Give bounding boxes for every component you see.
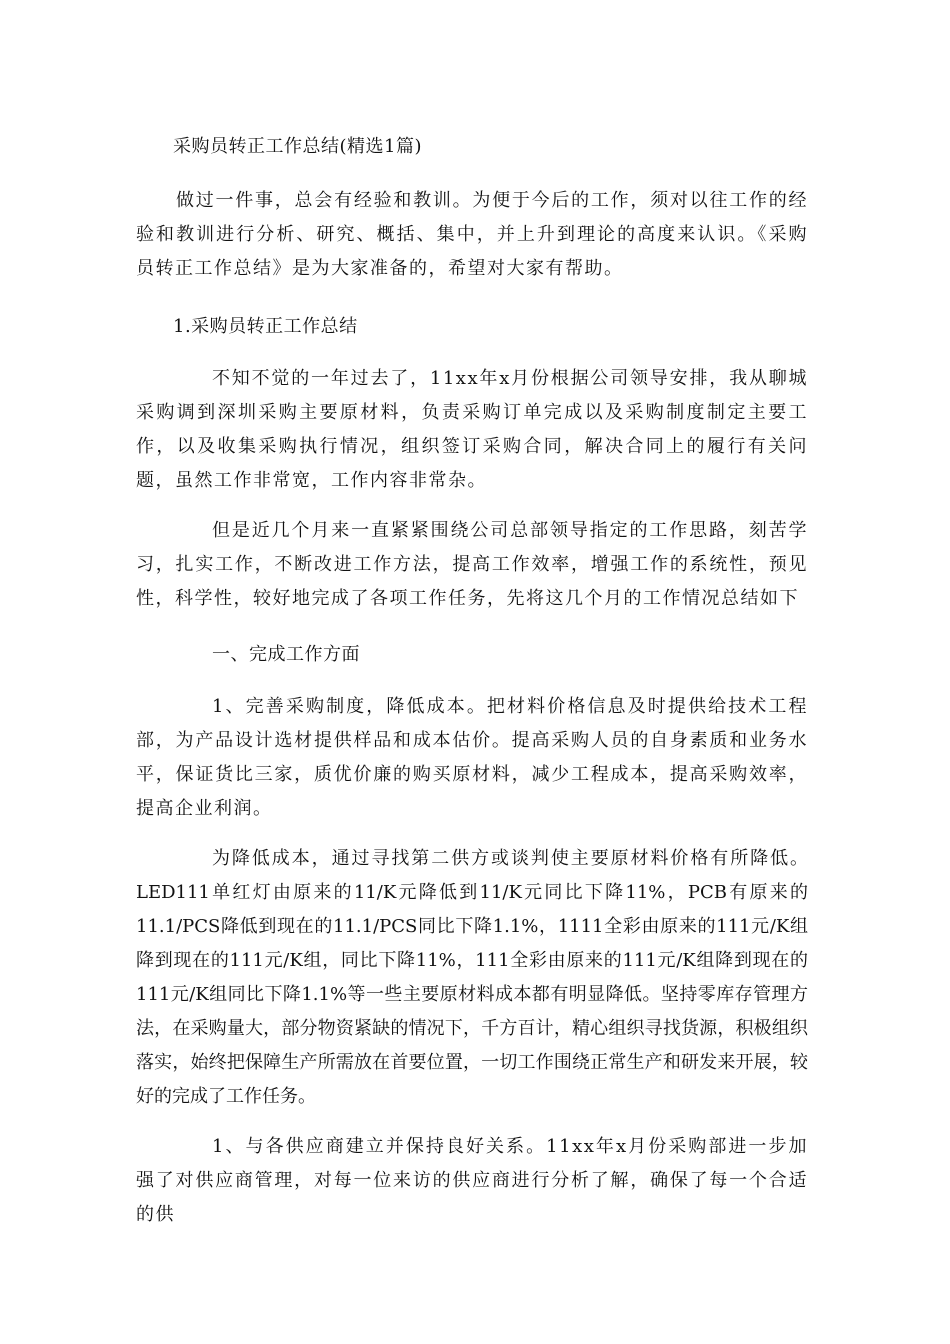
document-title: 采购员转正工作总结(精选1篇) xyxy=(173,136,422,157)
paragraph-4: 为降低成本，通过寻找第二供方或谈判使主要原材料价格有所降低。LED111单红灯由原来的11/K元降低到11/K元同比下降11%，PCB有原来的11.1/PCS降低到现在的11.1/PCS同比下降1.1%，1111全彩由原来的111元/K组降到现在的111元/K组，同比下降11%，111全彩由原来的111元/K组降到现在的111元/K组同比下降1.1%等一些主要原材料成本都有明显降低。坚持零库存管理方法，在采购量大，部分物资紧缺的情况下，千方百计，精心组织寻找货源，积极组织落实，始终把保障生产所需放在首要位置，一切工作围绕正常生产和研发来开展，较好的完成了工作任务。 xyxy=(136,848,808,1107)
paragraph-1: 不知不觉的一年过去了，11xx年x月份根据公司领导安排，我从聊城采购调到深圳采购主要原材料，负责采购订单完成以及采购制度制定主要工作，以及收集采购执行情况，组织签订采购合同，解决合同上的履行有关问题，虽然工作非常宽，工作内容非常杂。 xyxy=(136,368,808,491)
section-1-heading: 1.采购员转正工作总结 xyxy=(173,316,358,337)
paragraph-3: 1、完善采购制度，降低成本。把材料价格信息及时提供给技术工程部，为产品设计选材提供样品和成本估价。提高采购人员的自身素质和业务水平，保证货比三家，质优价廉的购买原材料，减少工程成本，提高采购效率，提高企业利润。 xyxy=(136,696,808,819)
paragraph-5: 1、与各供应商建立并保持良好关系。11xx年x月份采购部进一步加强了对供应商管理，对每一位来访的供应商进行分析了解，确保了每一个合适的供 xyxy=(136,1136,808,1225)
paragraph-2: 但是近几个月来一直紧紧围绕公司总部领导指定的工作思路，刻苦学习，扎实工作，不断改进工作方法，提高工作效率，增强工作的系统性，预见性，科学性，较好地完成了各项工作任务，先将这几个月的工作情况总结如下 xyxy=(136,520,808,609)
sub-heading-work-completed: 一、完成工作方面 xyxy=(212,644,360,665)
intro-paragraph: 做过一件事，总会有经验和教训。为便于今后的工作，须对以往工作的经验和教训进行分析、研究、概括、集中，并上升到理论的高度来认识。《采购员转正工作总结》是为大家准备的，希望对大家有帮助。 xyxy=(136,190,808,279)
